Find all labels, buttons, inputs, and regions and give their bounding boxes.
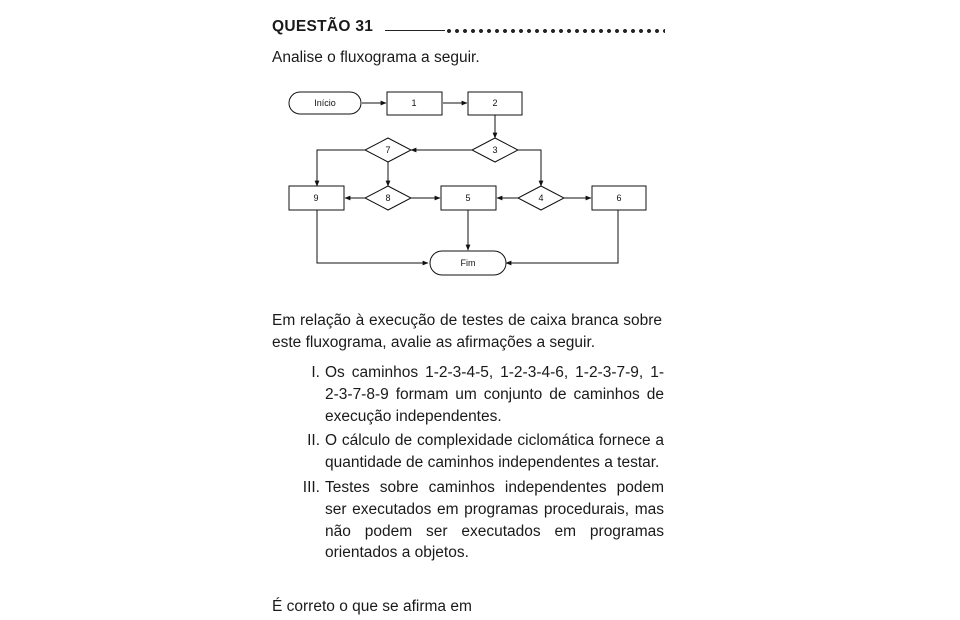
question-statement: Em relação à execução de testes de caixa branca sobre este fluxograma, avalie as afirmações a seguir. [272, 312, 662, 351]
item-text: Os caminhos 1-2-3-4-5, 1-2-3-4-6, 1-2-3-7-9, 1-2-3-7-8-9 formam um conjunto de caminhos de execução independentes. [325, 364, 664, 425]
edge-7-9 [317, 150, 365, 186]
edge-6-end [506, 210, 618, 263]
node-5-label: 5 [465, 193, 471, 203]
node-1-label: 1 [411, 98, 417, 108]
node-9-label: 9 [313, 193, 319, 203]
node-4-label: 4 [538, 193, 544, 203]
statement-item [272, 477, 664, 564]
flowchart [0, 0, 960, 300]
statement-item [272, 362, 664, 427]
statement-item [272, 430, 664, 474]
closing-prompt: É correto o que se afirma em [272, 598, 472, 615]
question-page [272, 0, 664, 620]
node-start-label: Início [314, 98, 336, 108]
question-title: QUESTÃO 31 [272, 18, 374, 35]
edge-9-end [317, 210, 428, 263]
item-text: O cálculo de complexidade ciclomática fornece a quantidade de caminhos independentes a testar. [325, 432, 664, 472]
item-number: I. [311, 364, 320, 381]
node-3-label: 3 [492, 145, 498, 155]
item-number: II. [307, 432, 320, 450]
node-6-label: 6 [616, 193, 622, 203]
item-number: III. [302, 478, 320, 496]
question-intro: Analise o fluxograma a seguir. [272, 49, 480, 66]
node-2-label: 2 [492, 98, 498, 108]
statement-list [272, 362, 664, 567]
edge-3-4 [518, 150, 541, 186]
node-end-label: Fim [460, 258, 476, 268]
item-text: Testes sobre caminhos independentes podem ser executados em programas procedurais, mas não podem ser executados em programas orientados a objetos. [325, 478, 664, 562]
node-8-label: 8 [385, 193, 391, 203]
node-7-label: 7 [385, 145, 391, 155]
